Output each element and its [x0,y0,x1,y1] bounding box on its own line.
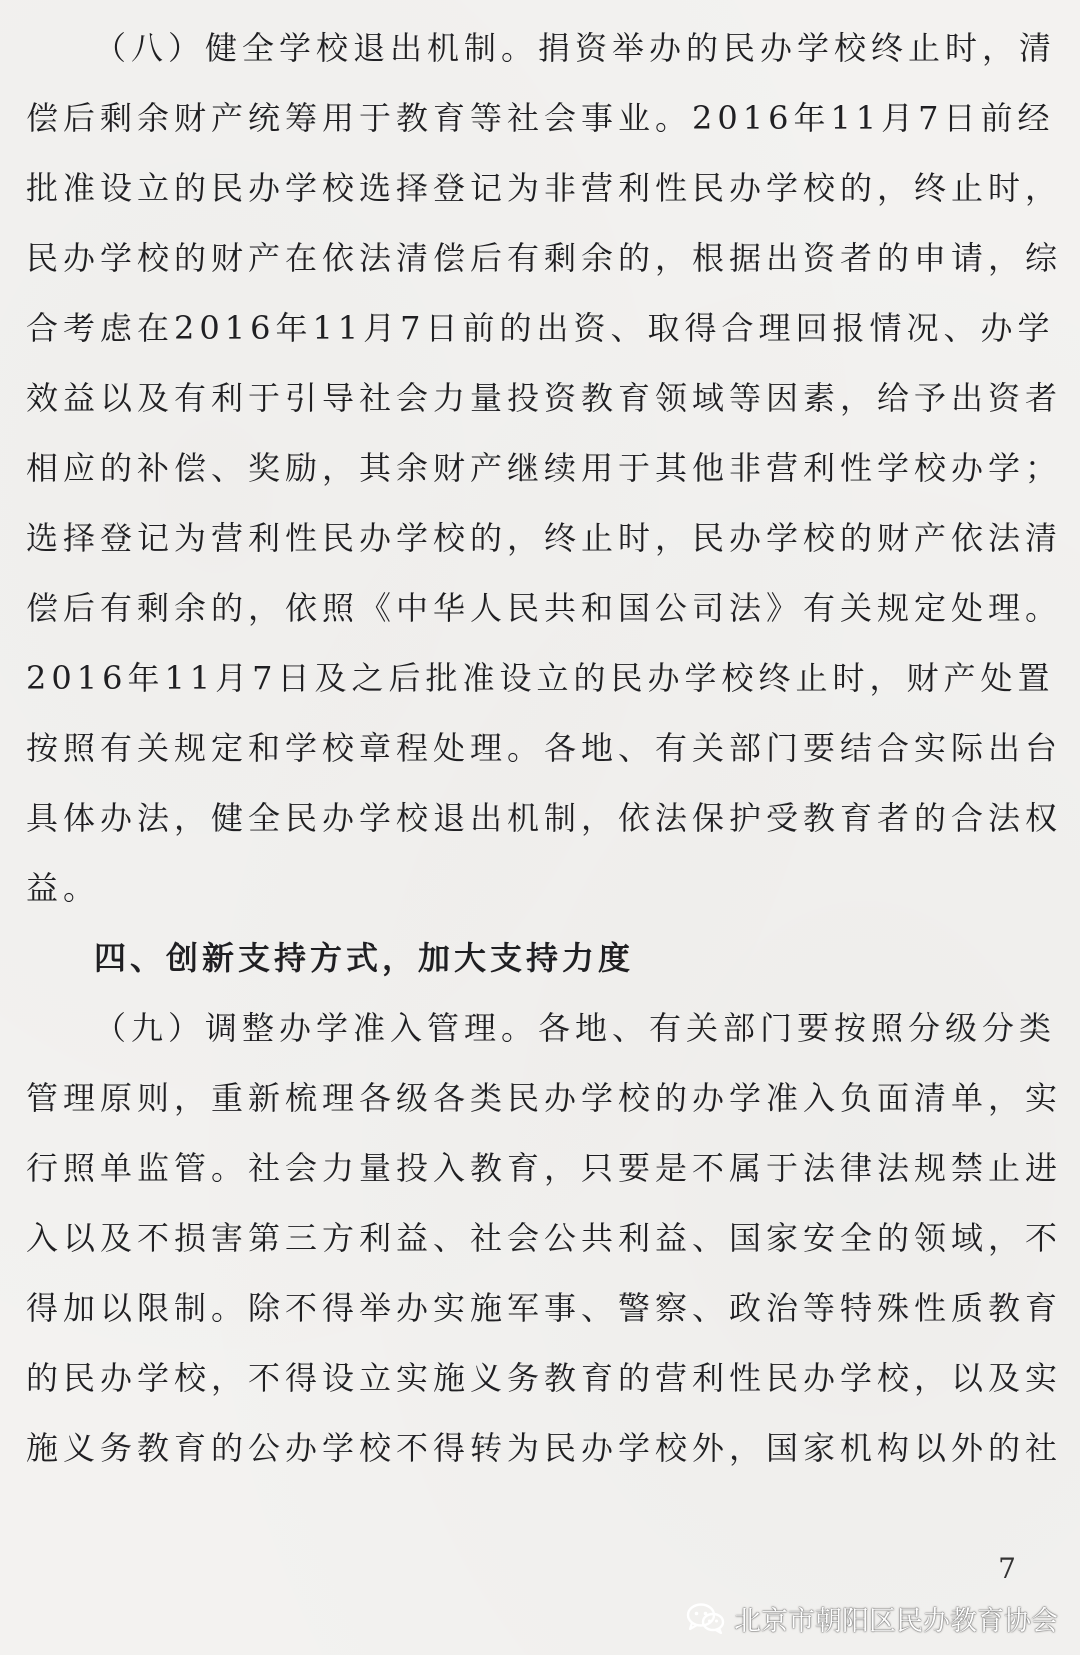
text-line-13: 益。 [26,869,101,907]
text-line-7: 相应的补偿、奖励，其余财产继续用于其他非营利性学校办学； [26,449,1063,487]
text-line-20: 的民办学校，不得设立实施义务教育的营利性民办学校，以及实 [26,1359,1063,1397]
page-number: 7 [998,1552,1016,1585]
text-line-4: 民办学校的财产在依法清偿后有剩余的，根据出资者的申请，综 [26,239,1063,277]
text-line-21: 施义务教育的公办学校不得转为民办学校外，国家机构以外的社 [26,1429,1063,1467]
text-line-19: 得加以限制。除不得举办实施军事、警察、政治等特殊性质教育 [26,1289,1063,1327]
text-line-9: 偿后有剩余的，依照《中华人民共和国公司法》有关规定处理。 [26,589,1063,627]
text-line-5: 合考虑在2016年11月7日前的出资、取得合理回报情况、办学 [26,309,1055,347]
text-line-17: 行照单监管。社会力量投入教育，只要是不属于法律法规禁止进 [26,1149,1063,1187]
text-line-12: 具体办法，健全民办学校退出机制，依法保护受教育者的合法权 [26,799,1063,837]
text-line-18: 入以及不损害第三方利益、社会公共利益、国家安全的领域，不 [26,1219,1063,1257]
watermark-text: 北京市朝阳区民办教育协会 [734,1605,1058,1637]
text-line-11: 按照有关规定和学校章程处理。各地、有关部门要结合实际出台 [26,729,1063,767]
text-line-2: 偿后剩余财产统筹用于教育等社会事业。2016年11月7日前经 [26,99,1055,137]
text-line-1: （八）健全学校退出机制。捐资举办的民办学校终止时，清 [94,29,1057,67]
text-line-10: 2016年11月7日及之后批准设立的民办学校终止时，财产处置 [26,659,1055,697]
text-line-8: 选择登记为营利性民办学校的，终止时，民办学校的财产依法清 [26,519,1063,557]
text-line-16: 管理原则，重新梳理各级各类民办学校的办学准入负面清单，实 [26,1079,1063,1117]
wechat-icon [686,1602,726,1634]
text-line-15: （九）调整办学准入管理。各地、有关部门要按照分级分类 [94,1009,1057,1047]
watermark [686,1598,1058,1638]
text-line-3: 批准设立的民办学校选择登记为非营利性民办学校的，终止时， [26,169,1063,207]
text-line-6: 效益以及有利于引导社会力量投资教育领域等因素，给予出资者 [26,379,1063,417]
section-heading: 四、创新支持方式，加大支持力度 [94,939,635,977]
